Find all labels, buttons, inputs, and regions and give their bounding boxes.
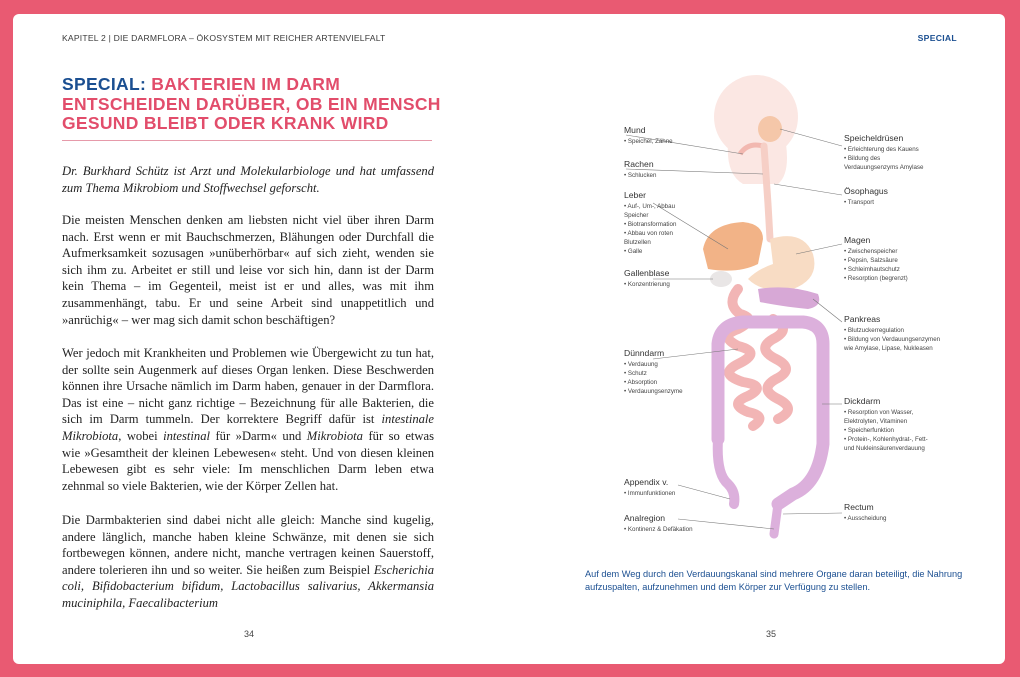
label-rectum [844,502,887,522]
svg-text:Rectum: Rectum [844,502,874,512]
title-line-1: BAKTERIEN IM DARM [151,74,341,94]
body-paragraph-3: Die Darmbakterien sind dabei nicht alle gleich: Manche sind kugelig, andere länglich, manche haben kleine Schwänze, mit denen sie sich fortbewegen können, andere nicht, manche vertragen keinen Sauerstoff, andere tolerieren ihn und so weiter. Sie heißen zum Beispiel Escherichia coli, Bifidobacterium bifidum, Lactobacillus salivarius, Akkermansia muciniphila, Faecalibacterium [62,513,434,610]
svg-text:Leber: Leber [624,190,646,200]
svg-text:• Bildung des: • Bildung des [844,155,881,162]
svg-text:Dünndarm: Dünndarm [624,348,665,358]
svg-text:• Biotransformation: • Biotransformation [624,221,677,228]
running-head-right: SPECIAL [917,33,957,43]
svg-text:Blutzellen: Blutzellen [624,239,651,246]
title-special: SPECIAL: [62,74,147,94]
svg-text:• Schlucken: • Schlucken [624,172,657,179]
svg-text:• Blutzuckerregulation: • Blutzuckerregulation [844,327,904,334]
body-silhouette [714,75,798,184]
svg-text:• Bildung von Verdauungsenzyme: • Bildung von Verdauungsenzymen [844,336,941,343]
svg-text:Pankreas: Pankreas [844,314,881,324]
svg-text:und Nukleinsäurenverdauung: und Nukleinsäurenverdauung [844,445,925,452]
svg-text:• Absorption: • Absorption [624,379,658,386]
label-duenndarm [624,348,683,395]
title-divider [62,140,432,141]
svg-text:• Zwischenspeicher: • Zwischenspeicher [844,248,898,255]
label-gallenblase [624,268,670,288]
label-analregion [624,513,693,533]
label-dickdarm [844,396,928,452]
label-speicheldruesen [844,133,924,171]
svg-text:• Auf-, Um-, Abbau: • Auf-, Um-, Abbau [624,203,676,210]
label-oesophagus [844,186,888,206]
svg-text:Speicheldrüsen: Speicheldrüsen [844,133,904,143]
svg-text:Gallenblase: Gallenblase [624,268,670,278]
svg-text:• Schutz: • Schutz [624,370,647,377]
label-magen [844,235,908,282]
svg-text:Speicher: Speicher [624,212,649,219]
svg-text:• Transport: • Transport [844,199,875,206]
page-number-right: 35 [766,629,777,639]
label-mund [624,125,673,145]
svg-text:Ösophagus: Ösophagus [844,186,888,196]
svg-text:• Kontinenz & Defäkation: • Kontinenz & Defäkation [624,526,693,533]
svg-text:• Resorption (begrenzt): • Resorption (begrenzt) [844,275,908,282]
svg-text:Magen: Magen [844,235,871,245]
svg-text:• Pepsin, Salzsäure: • Pepsin, Salzsäure [844,257,898,264]
svg-text:• Ausscheidung: • Ausscheidung [844,515,887,522]
svg-text:• Konzentrierung: • Konzentrierung [624,281,670,288]
svg-text:Elektrolyten, Vitaminen: Elektrolyten, Vitaminen [844,418,908,425]
svg-text:• Galle: • Galle [624,248,643,255]
label-pankreas [843,314,941,352]
svg-text:Appendix v.: Appendix v. [624,477,669,487]
svg-text:Analregion: Analregion [624,513,666,523]
intro-paragraph: Dr. Burkhard Schütz ist Arzt und Molekularbiologe und hat umfassend zum Thema Mikrobiom und Stoffwechsel geforscht. [62,164,434,195]
svg-text:• Speicherfunktion: • Speicherfunktion [844,427,894,434]
title-line-3: GESUND BLEIBT ODER KRANK WIRD [62,113,389,133]
body-paragraph-2: Wer jedoch mit Krankheiten und Problemen wie Übergewicht zu tun hat, der sollte sein Augenmerk auf dieses Organ lenken. Diese Beschwerden können ihre Ursache nämlich im Darm haben, genauer in der Darmflora. Das ist eine – nicht ganz richtige – Bezeichnung für alle Bakterien, die sich im Darm tummeln. Der korrektere Begriff dafür ist intestinale Mikrobiota, wobei intestinal für »Darm« und Mikrobiota für so etwas wie »Gesamtheit der kleinen Lebewesen« steht. Und von diesen kleinen Lebewesen gibt es sehr viele: Im menschlichen Darm leben etwa zehnmal so viele Bakterien, wie der Körper Zellen hat. [62,346,434,493]
svg-text:Mund: Mund [624,125,646,135]
digestive-system-diagram [578,74,993,544]
label-leber [624,190,677,255]
diagram-caption: Auf dem Weg durch den Verdauungskanal sind mehrere Organe daran beteiligt, die Nahrung aufzuspalten, aufzunehmen und dem Körper zur Verfügung zu stellen. [585,569,963,592]
label-appendix [624,477,676,497]
chapter-title [62,75,442,134]
svg-text:wie Amylase, Lipase, Nukleasen: wie Amylase, Lipase, Nukleasen [844,345,933,352]
body-paragraph-1: Die meisten Menschen denken am liebsten nicht viel über ihren Darm nach. Erst wenn er mit Bauchschmerzen, Blähungen oder Durchfall die Aufmerksamkeit sozusagen »unüberhörbar« auf sich zieht, wenden sie sich ihm zu. Arbeitet er still und leise vor sich hin, dann ist der Darm kein Thema – im Gegenteil, meist ist er und alles, was mit ihm zusammenhängt, tabu. Er und seine Arbeit sind unappetitlich und »anrüchig« – wer mag sich damit schon beschäftigen? [62,213,434,327]
page-number-left: 34 [244,629,255,639]
svg-text:Rachen: Rachen [624,159,654,169]
svg-text:• Speichel, Zähne: • Speichel, Zähne [624,138,673,145]
book-spread [13,14,1005,664]
svg-text:• Resorption von Wasser,: • Resorption von Wasser, [844,409,914,416]
svg-text:• Protein-, Kohlenhydrat-, Fet: • Protein-, Kohlenhydrat-, Fett- [844,436,928,443]
svg-text:• Verdauung: • Verdauung [624,361,658,368]
title-line-2: ENTSCHEIDEN DARÜBER, OB EIN MENSCH [62,93,441,114]
svg-text:• Schleimhautschutz: • Schleimhautschutz [844,266,900,273]
organs [703,116,823,534]
svg-text:• Immunfunktionen: • Immunfunktionen [624,490,676,497]
svg-text:• Erleichterung des Kauens: • Erleichterung des Kauens [844,146,919,153]
svg-text:Dickdarm: Dickdarm [844,396,881,406]
svg-text:Verdauungsenzyms Amylase: Verdauungsenzyms Amylase [844,164,924,171]
svg-text:• Abbau von roten: • Abbau von roten [624,230,673,237]
running-head-left: KAPITEL 2 | DIE DARMFLORA – ÖKOSYSTEM MIT REICHER ARTENVIELFALT [62,33,386,43]
svg-text:• Verdauungsenzyme: • Verdauungsenzyme [624,388,683,395]
